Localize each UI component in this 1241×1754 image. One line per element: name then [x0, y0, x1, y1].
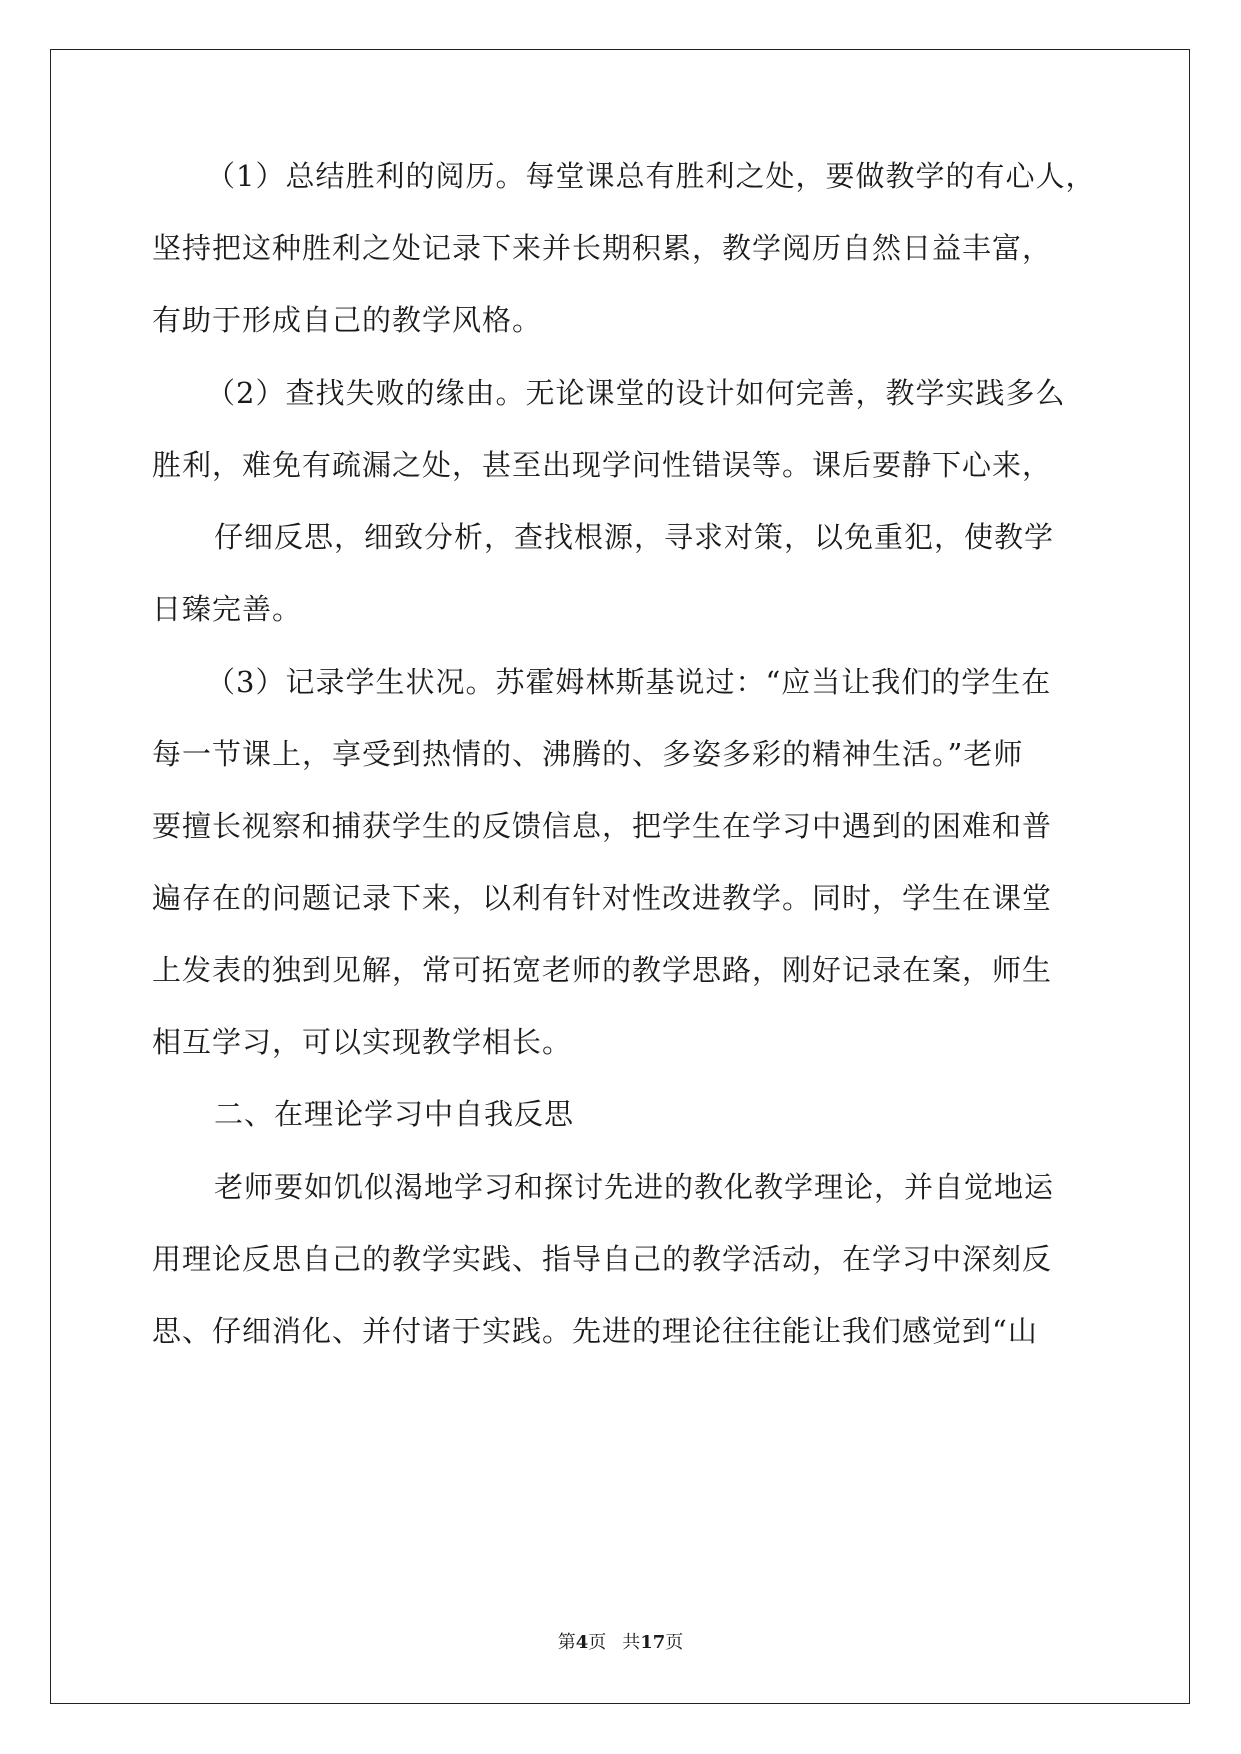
paragraph-line: 老师要如饥似渴地学习和探讨先进的教化教学理论，并自觉地运	[214, 1170, 1055, 1204]
page-number: 4	[575, 1632, 589, 1653]
paragraph-line: 用理论反思自己的教学实践、指导自己的教学活动，在学习中深刻反	[152, 1242, 1053, 1276]
section-heading: 二、在理论学习中自我反思	[214, 1097, 575, 1131]
paragraph-line: 相互学习，可以实现教学相长。	[152, 1025, 573, 1059]
paragraph-line: 思、仔细消化、并付诸于实践。先进的理论往往能让我们感觉到“山	[152, 1314, 1038, 1348]
paragraph-line: （2）查找失败的缘由。无论课堂的设计如何完善，教学实践多么	[206, 376, 1066, 410]
total-suffix: 页	[665, 1632, 684, 1653]
paragraph-line: 上发表的独到见解，常可拓宽老师的教学思路，刚好记录在案，师生	[152, 953, 1053, 987]
page-footer	[0, 1628, 1241, 1654]
paragraph-line: 胜利，难免有疏漏之处，甚至出现学问性错误等。课后要静下心来，	[152, 448, 1053, 482]
paragraph-line: 坚持把这种胜利之处记录下来并长期积累，教学阅历自然日益丰富，	[152, 231, 1053, 265]
page-suffix: 页	[588, 1632, 607, 1653]
paragraph-line: 仔细反思，细致分析，查找根源，寻求对策，以免重犯，使教学	[214, 520, 1055, 554]
paragraph-line: 每一节课上，享受到热情的、沸腾的、多姿多彩的精神生活。”老师	[152, 737, 1024, 771]
paragraph-line: 有助于形成自己的教学风格。	[152, 303, 543, 337]
paragraph-line: 日臻完善。	[152, 592, 303, 626]
paragraph-line: 遍存在的问题记录下来，以利有针对性改进教学。同时，学生在课堂	[152, 881, 1053, 915]
page-border	[50, 49, 1190, 1704]
paragraph-line: （3）记录学生状况。苏霍姆林斯基说过：“应当让我们的学生在	[206, 665, 1052, 699]
total-prefix: 共	[622, 1632, 641, 1653]
paragraph-line: 要擅长视察和捕获学生的反馈信息，把学生在学习中遇到的困难和普	[152, 809, 1053, 843]
page-prefix: 第	[557, 1632, 576, 1653]
paragraph-line: （1）总结胜利的阅历。每堂课总有胜利之处，要做教学的有心人，	[206, 159, 1096, 193]
total-pages: 17	[640, 1632, 666, 1653]
